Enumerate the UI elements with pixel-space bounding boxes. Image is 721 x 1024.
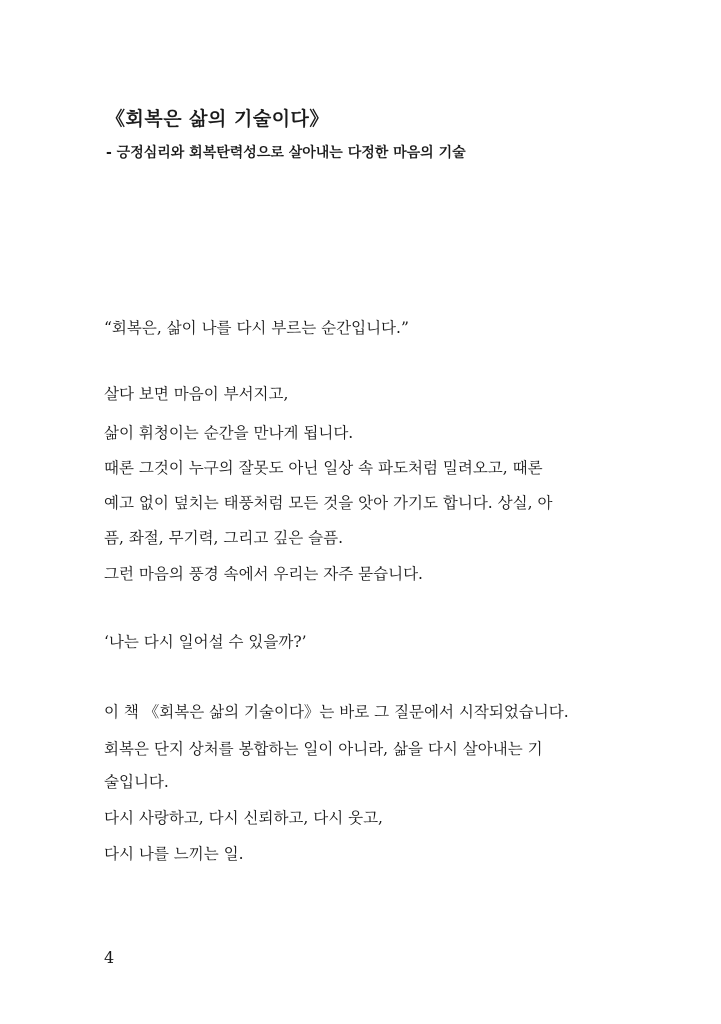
question-quote: ‘나는 다시 일어설 수 있을까?’ [104, 633, 307, 651]
body-line: 술입니다. [104, 773, 169, 791]
body-line: 삶이 휘청이는 순간을 만나게 됩니다. [104, 424, 354, 442]
body-line: 때론 그것이 누구의 잘못도 아닌 일상 속 파도처럼 밀려오고, 때론 [104, 459, 543, 477]
body-line: 살다 보면 마음이 부서지고, [104, 385, 289, 403]
book-title: 《회복은 삶의 기술이다》 [106, 108, 329, 130]
body-line: 회복은 단지 상처를 봉합하는 일이 아니라, 삶을 다시 살아내는 기 [104, 740, 543, 758]
opening-quote: “회복은, 삶이 나를 다시 부르는 순간입니다.” [104, 319, 409, 337]
body-line: 다시 나를 느끼는 일. [104, 845, 244, 863]
body-line: 이 책 《회복은 삶의 기술이다》는 바로 그 질문에서 시작되었습니다. [104, 703, 569, 721]
page-number: 4 [104, 948, 115, 967]
book-subtitle: - 긍정심리와 회복탄력성으로 살아내는 다정한 마음의 기술 [106, 145, 466, 161]
body-line: 그런 마음의 풍경 속에서 우리는 자주 묻습니다. [104, 565, 423, 583]
body-line: 픔, 좌절, 무기력, 그리고 깊은 슬픔. [104, 529, 343, 547]
body-line: 다시 사랑하고, 다시 신뢰하고, 다시 웃고, [104, 809, 383, 827]
body-line: 예고 없이 덮치는 태풍처럼 모든 것을 앗아 가기도 합니다. 상실, 아 [104, 494, 553, 512]
